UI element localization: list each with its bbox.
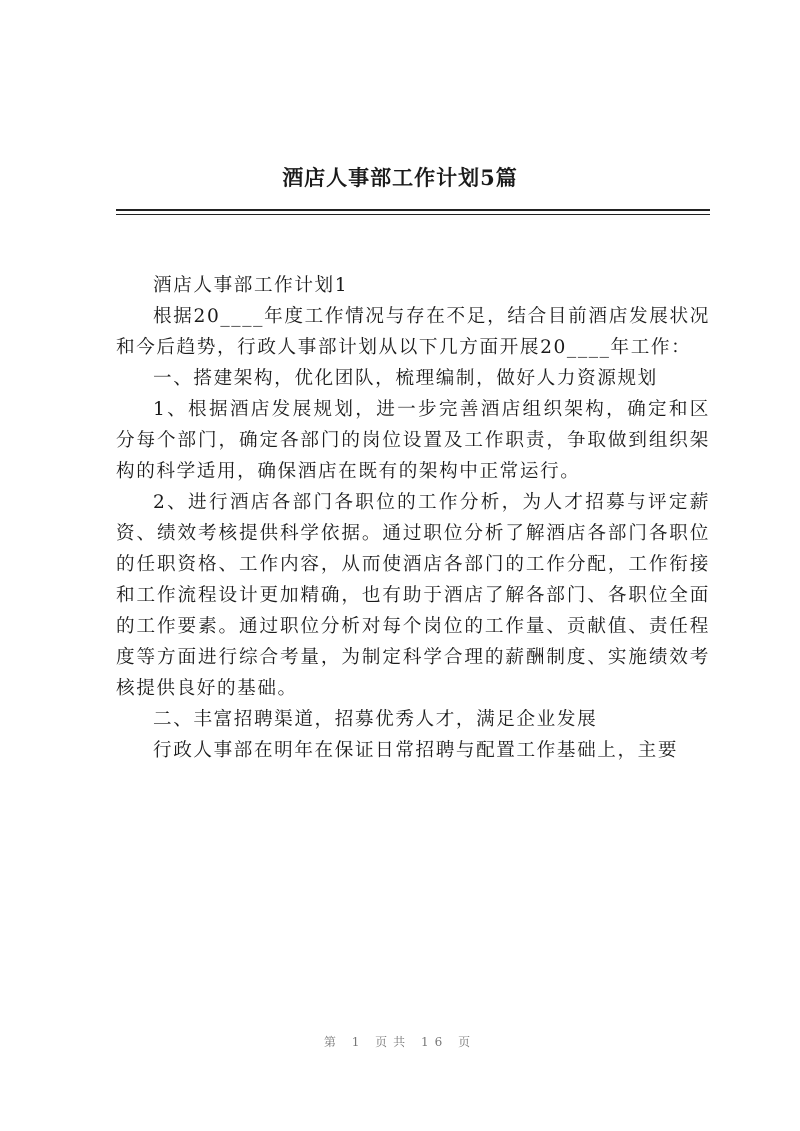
page-number: 第 1 页共 16 页 [323, 1035, 477, 1049]
paragraph: 2、进行酒店各部门各职位的工作分析，为人才招募与评定薪资、绩效考核提供科学依据。通过职位分析了解酒店各部门各职位的任职资格、工作内容，从而使酒店各部门的工作分配，工作衔接和工作流程设计更加精确，也有助于酒店了解各部门、各职位全面的工作要素。通过职位分析对每个岗位的工作量、贡献值、责任程度等方面进行综合考量，为制定科学合理的薪酬制度、实施绩效考核提供良好的基础。 [116, 492, 710, 699]
section-heading: 一、搭建架构，优化团队，梳理编制，做好人力资源规划 [153, 368, 658, 389]
paragraph: 行政人事部在明年在保证日常招聘与配置工作基础上，主要 [153, 740, 679, 761]
paragraph: 1、根据酒店发展规划，进一步完善酒店组织架构，确定和区分每个部门，确定各部门的岗位设置及工作职责，争取做到组织架构的科学适用，确保酒店在既有的架构中正常运行。 [116, 399, 710, 482]
document-body [116, 270, 710, 766]
title-divider-thin [116, 214, 710, 215]
paragraph: 根据20____年度工作情况与存在不足，结合目前酒店发展状况和今后趋势，行政人事部计划从以下几方面开展20____年工作： [116, 306, 710, 358]
section-heading: 酒店人事部工作计划1 [153, 275, 349, 296]
section-heading: 二、丰富招聘渠道，招募优秀人才，满足企业发展 [153, 709, 598, 730]
document-title: 酒店人事部工作计划5篇 [282, 165, 518, 190]
title-divider [116, 209, 710, 211]
